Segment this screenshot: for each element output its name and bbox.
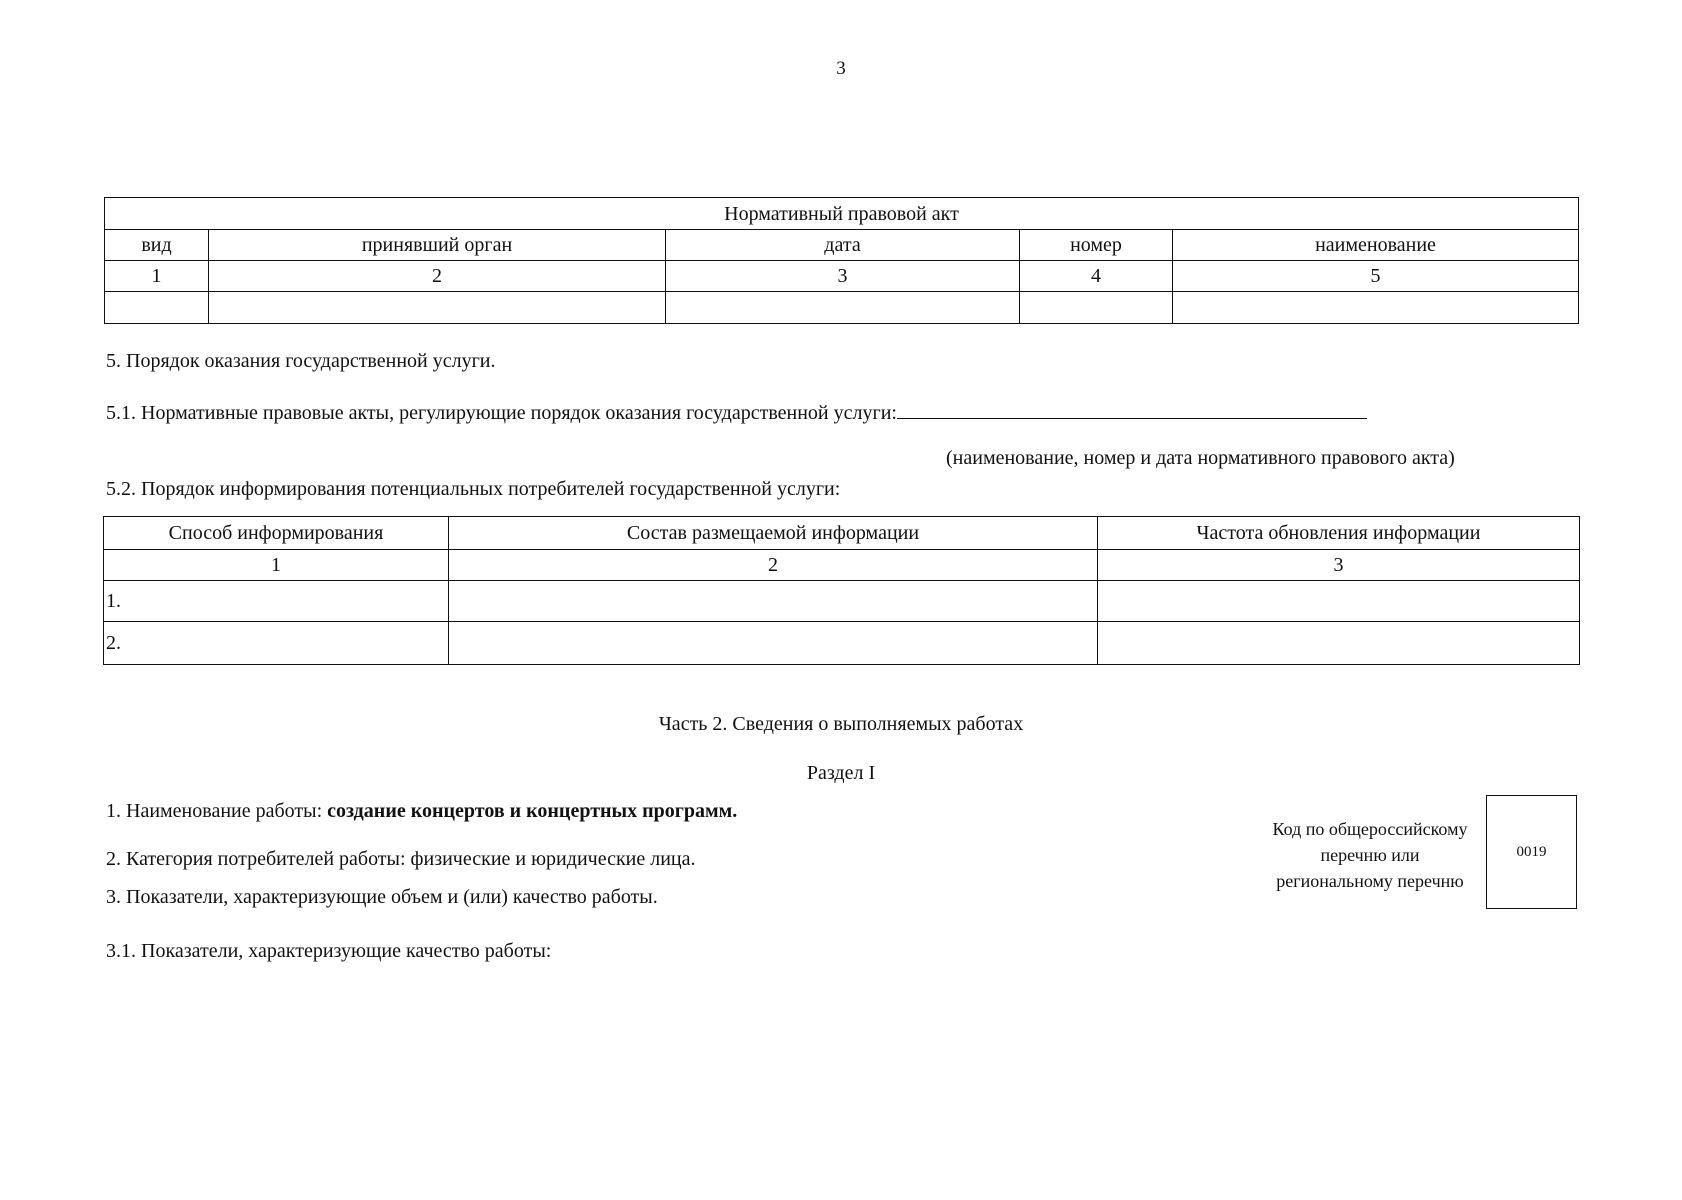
- col-number: 2: [209, 261, 666, 292]
- table-cell: 1.: [104, 581, 449, 622]
- section-heading: Раздел I: [806, 762, 876, 784]
- col-header: наименование: [1173, 230, 1579, 261]
- col-number: 5: [1173, 261, 1579, 292]
- table-cell: [1173, 292, 1579, 324]
- work-name-label: 1. Наименование работы:: [106, 800, 328, 822]
- table-cell: [105, 292, 209, 324]
- code-label: [1250, 816, 1490, 894]
- code-label-line: Код по общероссийскому: [1272, 819, 1468, 839]
- col-header: дата: [666, 230, 1020, 261]
- table-cell: 2.: [104, 622, 449, 665]
- col-number: 2: [449, 550, 1098, 581]
- col-header: Частота обновления информации: [1098, 517, 1580, 550]
- indicators-line: 3. Показатели, характеризующие объем и (или) качество работы.: [106, 886, 658, 908]
- col-number: 4: [1020, 261, 1173, 292]
- code-box: [1486, 795, 1577, 909]
- table-cell: [1098, 581, 1580, 622]
- work-name-value: создание концертов и концертных программ.: [327, 800, 738, 822]
- col-header: номер: [1020, 230, 1173, 261]
- informing-table: [103, 516, 1580, 665]
- section51-text: 5.1. Нормативные правовые акты, регулирующие порядок оказания государственной услуги:: [106, 402, 897, 424]
- fill-in-line: [897, 400, 1367, 419]
- table-cell: [1098, 622, 1580, 665]
- code-value: 0019: [1516, 843, 1547, 860]
- legal-act-table: [104, 197, 1579, 324]
- col-header: Способ информирования: [104, 517, 449, 550]
- consumer-category: 2. Категория потребителей работы: физические и юридические лица.: [106, 848, 696, 870]
- section52-text: 5.2. Порядок информирования потенциальных потребителей государственной услуги:: [106, 478, 841, 500]
- col-number: 3: [1098, 550, 1580, 581]
- table-cell: [666, 292, 1020, 324]
- work-name-line: [106, 800, 737, 823]
- section51-line: [106, 400, 1367, 425]
- table-cell: [449, 622, 1098, 665]
- legal-act-header: Нормативный правовой акт: [105, 198, 1579, 230]
- code-label-line: перечню или: [1320, 845, 1420, 865]
- section5-title: 5. Порядок оказания государственной услуги.: [106, 350, 496, 372]
- table-row: [104, 622, 1580, 665]
- col-header: Состав размещаемой информации: [449, 517, 1098, 550]
- table-row: [105, 292, 1579, 324]
- col-header: вид: [105, 230, 209, 261]
- table-cell: [1020, 292, 1173, 324]
- page-number: 3: [836, 58, 846, 79]
- table-cell: [449, 581, 1098, 622]
- col-number: 3: [666, 261, 1020, 292]
- code-label-line: региональному перечню: [1276, 871, 1464, 891]
- col-number: 1: [104, 550, 449, 581]
- part2-title: Часть 2. Сведения о выполняемых работах: [658, 713, 1024, 735]
- col-header: принявший орган: [209, 230, 666, 261]
- col-number: 1: [105, 261, 209, 292]
- table-row: [104, 581, 1580, 622]
- table-cell: [209, 292, 666, 324]
- section51-caption: (наименование, номер и дата нормативного правового акта): [946, 447, 1455, 469]
- quality-indicators-line: 3.1. Показатели, характеризующие качество работы:: [106, 940, 552, 962]
